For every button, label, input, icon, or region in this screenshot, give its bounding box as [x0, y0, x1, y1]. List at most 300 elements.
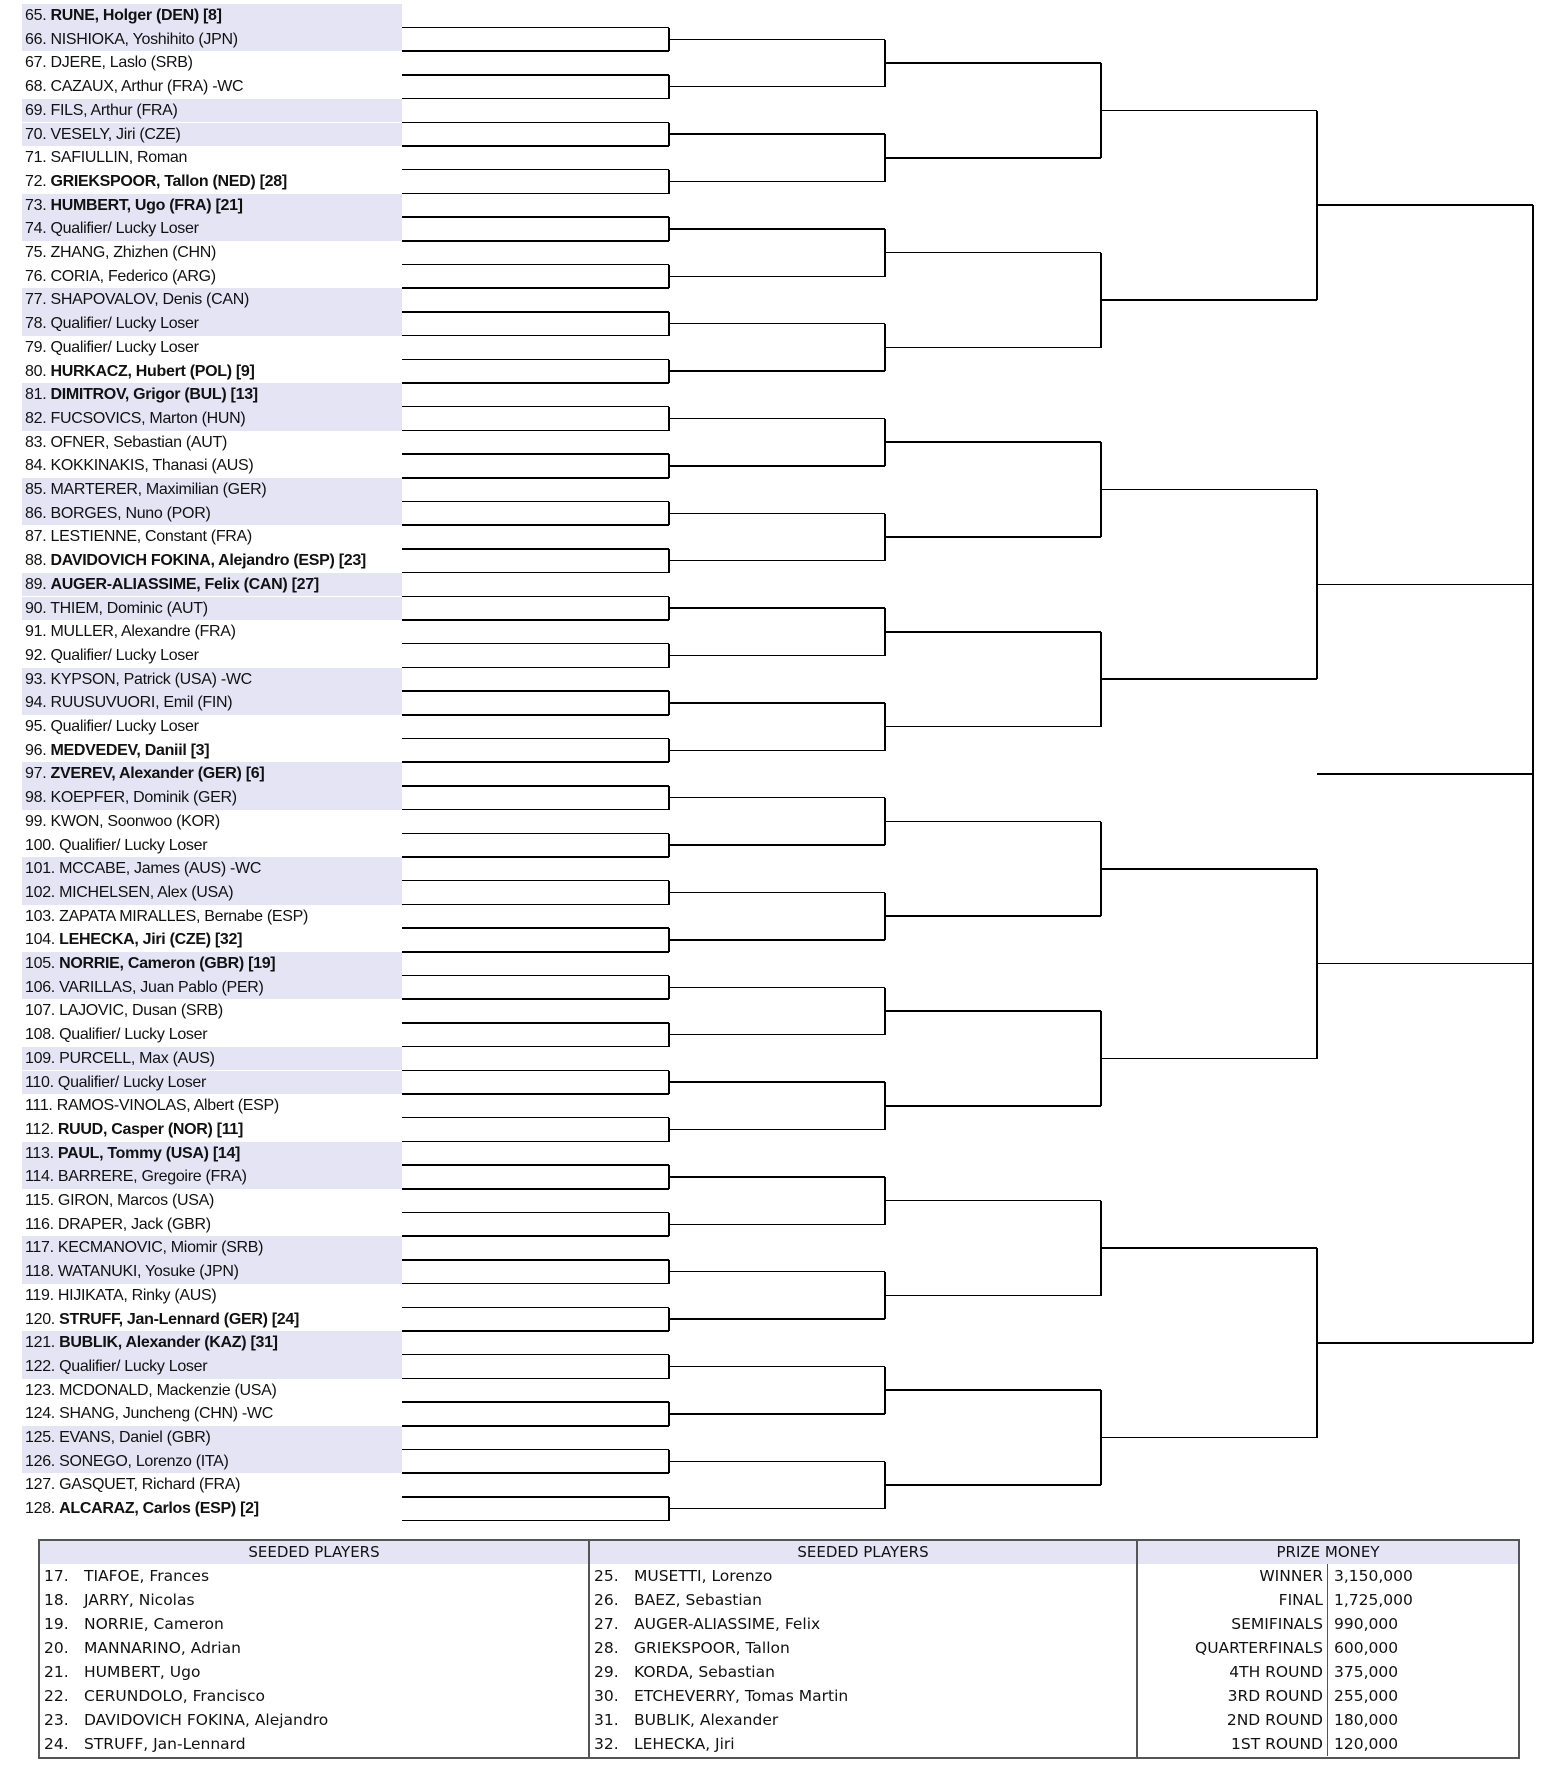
bracket-line [669, 797, 885, 799]
draw-number: 128. [25, 1500, 55, 1518]
player-name: THIEM, Dominic (AUT) [50, 599, 208, 617]
seeded-player-name: MANNARINO, Adrian [84, 1639, 241, 1657]
draw-number: 117. [25, 1239, 54, 1257]
draw-entry [22, 834, 402, 858]
player-name: SHAPOVALOV, Denis (CAN) [50, 291, 249, 309]
prize-amount: 990,000 [1334, 1615, 1399, 1633]
bracket-line [402, 27, 669, 29]
player-name: DRAPER, Jack (GBR) [57, 1215, 211, 1233]
bracket-line [402, 1093, 669, 1095]
bracket-line [402, 1235, 669, 1237]
draw-entry [22, 383, 402, 407]
seed-number: 18. [44, 1591, 69, 1609]
prize-amount: 120,000 [1334, 1735, 1399, 1753]
bracket-line [402, 667, 669, 669]
draw-entry [22, 312, 402, 336]
seeded-row [40, 1564, 588, 1588]
player-name: BORGES, Nuno (POR) [50, 504, 211, 522]
bracket-line [402, 880, 669, 882]
player-name: ZHANG, Zhizhen (CHN) [50, 244, 217, 261]
bracket-line [669, 892, 885, 894]
bracket-line [402, 975, 669, 977]
draw-number: 120. [25, 1310, 55, 1328]
bracket-line [669, 276, 885, 278]
player-name: PAUL, Tommy (USA) [14] [57, 1144, 241, 1162]
bracket-line [885, 1484, 1101, 1486]
bracket-line [885, 1200, 1101, 1202]
draw-number: 93. [25, 670, 47, 688]
player-name: GIRON, Marcos (USA) [57, 1192, 215, 1209]
draw-number: 76. [25, 267, 47, 285]
draw-number: 115. [25, 1192, 54, 1209]
seed-number: 30. [594, 1687, 619, 1705]
bracket-line [669, 1271, 885, 1273]
draw-entry [22, 573, 402, 597]
seeded-row [40, 1636, 588, 1660]
draw-entry [22, 194, 402, 218]
bracket-line [402, 904, 669, 906]
seeded-row [40, 1588, 588, 1612]
draw-entry [22, 1236, 402, 1260]
player-name: CAZAUX, Arthur (FRA) -WC [50, 78, 244, 96]
draw-entry [22, 1023, 402, 1047]
player-name: DJERE, Laslo (SRB) [50, 54, 193, 72]
bracket-line [669, 323, 885, 325]
seeded-players-table-a [40, 1541, 588, 1757]
draw-entry [22, 1355, 402, 1379]
player-name: CORIA, Federico (ARG) [50, 267, 216, 285]
bracket-line [885, 1010, 1101, 1012]
player-name: Qualifier/ Lucky Loser [50, 220, 199, 238]
seeded-player-name: ETCHEVERRY, Tomas Martin [634, 1687, 849, 1705]
draw-number: 91. [25, 623, 47, 641]
draw-number: 79. [25, 338, 47, 356]
player-name: KOKKINAKIS, Thanasi (AUS) [50, 457, 254, 475]
player-name: SONEGO, Lorenzo (ITA) [59, 1452, 229, 1470]
bracket-line [1317, 963, 1533, 965]
bracket-line [885, 62, 1101, 64]
bracket-line [402, 1354, 669, 1356]
bracket-line [402, 1141, 669, 1143]
seeded-player-name: TIAFOE, Frances [84, 1567, 210, 1585]
seed-number: 26. [594, 1591, 619, 1609]
draw-entry [22, 1142, 402, 1166]
draw-number: 77. [25, 291, 47, 309]
draw-number: 123. [25, 1381, 55, 1399]
draw-number: 97. [25, 765, 47, 783]
bracket-line [669, 560, 885, 562]
bracket-line [1101, 110, 1317, 112]
draw-number: 112. [25, 1120, 54, 1138]
prize-row [1138, 1588, 1518, 1612]
bracket-line [402, 1212, 669, 1214]
player-name: BARRERE, Gregoire (FRA) [57, 1168, 247, 1186]
draw-entry [22, 1189, 402, 1213]
draw-entry [22, 739, 402, 763]
draw-entry [22, 549, 402, 573]
player-name: STRUFF, Jan-Lennard (GER) [24] [59, 1310, 300, 1328]
bracket-line [402, 430, 669, 432]
prize-row [1138, 1660, 1518, 1684]
bracket-line [402, 596, 669, 598]
bracket-line [402, 1378, 669, 1380]
player-name: VARILLAS, Juan Pablo (PER) [59, 978, 264, 996]
prize-round: FINAL [1138, 1588, 1328, 1612]
draw-entry [22, 644, 402, 668]
bracket-line [669, 1413, 885, 1415]
player-name: LAJOVIC, Dusan (SRB) [59, 1002, 223, 1020]
bracket-line [402, 1401, 669, 1403]
bracket-line [402, 1022, 669, 1024]
bracket-line [402, 1449, 669, 1451]
draw-number: 75. [25, 244, 47, 261]
player-name: ZVEREV, Alexander (GER) [6] [50, 765, 265, 783]
bracket-line [1317, 584, 1533, 586]
player-name: DAVIDOVICH FOKINA, Alejandro (ESP) [23] [50, 552, 366, 570]
bracket-line [1317, 1342, 1533, 1344]
bracket-line [402, 619, 669, 621]
draw-entry [22, 857, 402, 881]
bracket-line [669, 181, 885, 183]
bracket-line [1317, 204, 1533, 206]
draw-entry [22, 810, 402, 834]
player-name: ZAPATA MIRALLES, Bernabe (ESP) [59, 907, 308, 925]
player-name: MCDONALD, Mackenzie (USA) [59, 1381, 277, 1399]
player-name: SAFIULLIN, Roman [50, 149, 188, 167]
bracket-line [885, 441, 1101, 443]
player-name: HUMBERT, Ugo (FRA) [21] [50, 196, 243, 214]
draw-entry [22, 99, 402, 123]
draw-number: 82. [25, 409, 47, 427]
player-name: Qualifier/ Lucky Loser [50, 718, 199, 735]
player-name: RAMOS-VINOLAS, Albert (ESP) [56, 1097, 279, 1115]
prize-round: 4TH ROUND [1138, 1660, 1328, 1684]
seed-number: 17. [44, 1567, 69, 1585]
bracket-line [402, 1070, 669, 1072]
seeded-header-a: SEEDED PLAYERS [40, 1541, 588, 1564]
draw-number: 102. [25, 883, 55, 901]
draw-entry [22, 952, 402, 976]
draw-number: 96. [25, 741, 47, 759]
draw-entry [22, 123, 402, 147]
draw-entry [22, 265, 402, 289]
prize-amount: 1,725,000 [1334, 1591, 1413, 1609]
draw-number: 101. [25, 860, 55, 878]
seeded-player-name: KORDA, Sebastian [634, 1663, 775, 1681]
draw-entry [22, 28, 402, 52]
bracket-line [885, 157, 1101, 159]
player-name: Qualifier/ Lucky Loser [59, 836, 208, 854]
player-name: FUCSOVICS, Marton (HUN) [50, 409, 246, 427]
bracket-line [402, 1330, 669, 1332]
draw-number: 67. [25, 54, 47, 72]
prize-row [1138, 1612, 1518, 1636]
bracket-line [402, 501, 669, 503]
bracket-line [402, 169, 669, 171]
bracket-line [402, 193, 669, 195]
bracket-line [1101, 1058, 1317, 1060]
seeded-player-name: DAVIDOVICH FOKINA, Alejandro [84, 1711, 329, 1729]
player-name: RUUSUVUORI, Emil (FIN) [50, 694, 233, 712]
bracket-line [402, 738, 669, 740]
draw-entry [22, 620, 402, 644]
prize-round: 3RD ROUND [1138, 1684, 1328, 1708]
draw-entry [22, 1165, 402, 1189]
prize-row [1138, 1684, 1518, 1708]
bracket-line [402, 264, 669, 266]
bracket-line [885, 252, 1101, 254]
bracket-line [1101, 299, 1317, 301]
player-name: RUNE, Holger (DEN) [8] [50, 7, 222, 24]
player-name: ALCARAZ, Carlos (ESP) [2] [59, 1500, 259, 1518]
seed-number: 19. [44, 1615, 69, 1633]
draw-entry [22, 146, 402, 170]
bracket-line [1101, 1247, 1317, 1249]
bracket-line [669, 1034, 885, 1036]
player-name: HIJIKATA, Rinky (AUS) [57, 1286, 217, 1304]
bracket-line [669, 1508, 885, 1510]
player-name: RUUD, Casper (NOR) [11] [57, 1120, 244, 1138]
seeded-row [40, 1708, 588, 1732]
bracket-line [402, 216, 669, 218]
draw-number: 72. [25, 172, 47, 190]
draw-entry [22, 75, 402, 99]
bracket-line [669, 86, 885, 88]
draw-entry [22, 478, 402, 502]
draw-number: 99. [25, 812, 47, 830]
seeded-row [40, 1660, 588, 1684]
draw-number: 89. [25, 575, 47, 593]
draw-entry [22, 668, 402, 692]
seeded-player-name: NORRIE, Cameron [84, 1615, 224, 1633]
player-name: VESELY, Jiri (CZE) [50, 125, 181, 143]
draw-number: 83. [25, 433, 47, 451]
bracket-line [669, 655, 885, 657]
player-name: Qualifier/ Lucky Loser [57, 1073, 207, 1091]
seeded-row [590, 1612, 1136, 1636]
bracket-line [885, 631, 1101, 633]
seeded-player-name: GRIEKSPOOR, Tallon [634, 1639, 790, 1657]
bracket-line [1101, 868, 1317, 870]
bracket-line [885, 726, 1101, 728]
prize-amount: 375,000 [1334, 1663, 1399, 1681]
bracket-line [669, 1461, 885, 1463]
bracket-line [885, 1389, 1101, 1391]
draw-entry [22, 525, 402, 549]
draw-number: 73. [25, 196, 47, 214]
player-name: Qualifier/ Lucky Loser [50, 315, 199, 333]
player-name: AUGER-ALIASSIME, Felix (CAN) [27] [50, 575, 319, 593]
draw-number: 87. [25, 528, 47, 546]
prize-row [1138, 1708, 1518, 1732]
draw-entry [22, 1402, 402, 1426]
bracket-line [402, 1520, 669, 1522]
bracket-line [669, 750, 885, 752]
draw-entry [22, 999, 402, 1023]
draw-number: 108. [25, 1026, 55, 1044]
bracket-line [402, 1307, 669, 1309]
bracket-line [1101, 1437, 1317, 1439]
draw-entry [22, 170, 402, 194]
draw-number: 116. [25, 1215, 54, 1233]
prize-round: WINNER [1138, 1564, 1328, 1588]
bracket-line [402, 122, 669, 124]
draw-entry [22, 1450, 402, 1474]
bracket-line [402, 572, 669, 574]
draw-number: 119. [25, 1286, 54, 1304]
bracket-line [669, 513, 885, 515]
prize-round: 2ND ROUND [1138, 1708, 1328, 1732]
bracket-line [402, 690, 669, 692]
bracket-line [669, 228, 885, 230]
player-name: Qualifier/ Lucky Loser [59, 1357, 208, 1375]
player-name: GASQUET, Richard (FRA) [59, 1476, 241, 1494]
draw-number: 70. [25, 125, 47, 143]
draw-number: 126. [25, 1452, 55, 1470]
player-name: NORRIE, Cameron (GBR) [19] [59, 955, 276, 972]
bracket-line [402, 50, 669, 52]
seeded-row [40, 1732, 588, 1756]
draw-entry [22, 1071, 402, 1095]
draw-entry [22, 1426, 402, 1450]
seeded-list-a [40, 1564, 588, 1756]
bracket-line [402, 761, 669, 763]
draw-entry [22, 502, 402, 526]
player-name: NISHIOKA, Yoshihito (JPN) [50, 30, 238, 48]
draw-number: 107. [25, 1002, 55, 1020]
player-name: SHANG, Juncheng (CHN) -WC [59, 1405, 273, 1423]
bracket-line [402, 335, 669, 337]
player-name: BUBLIK, Alexander (KAZ) [31] [59, 1334, 278, 1352]
bracket-line [402, 643, 669, 645]
bracket-line [669, 1129, 885, 1131]
draw-entry [22, 1284, 402, 1308]
bracket-line [669, 607, 885, 609]
seed-number: 25. [594, 1567, 619, 1585]
draw-number: 88. [25, 552, 47, 570]
prize-row [1138, 1636, 1518, 1660]
player-name: FILS, Arthur (FRA) [50, 101, 178, 119]
draw-entry [22, 1379, 402, 1403]
draw-entry [22, 1094, 402, 1118]
seed-number: 29. [594, 1663, 619, 1681]
seeded-list-b [590, 1564, 1136, 1756]
player-name: KWON, Soonwoo (KOR) [50, 812, 220, 830]
draw-entry [22, 1497, 402, 1521]
seeded-row [590, 1564, 1136, 1588]
seeded-row [590, 1732, 1136, 1756]
player-name: HURKACZ, Hubert (POL) [9] [50, 362, 255, 380]
player-name: WATANUKI, Yosuke (JPN) [57, 1263, 239, 1281]
seeded-player-name: MUSETTI, Lorenzo [634, 1567, 773, 1585]
seeded-row [40, 1684, 588, 1708]
bracket-line [402, 98, 669, 100]
bracket-line [402, 524, 669, 526]
seeded-row [590, 1660, 1136, 1684]
draw-entry [22, 691, 402, 715]
draw-number: 68. [25, 78, 47, 96]
bracket-line [669, 1224, 885, 1226]
draw-number: 90. [25, 599, 47, 617]
seeded-row [590, 1708, 1136, 1732]
bracket-line [669, 1081, 885, 1083]
player-name: LEHECKA, Jiri (CZE) [32] [59, 931, 243, 949]
draw-entry [22, 241, 402, 265]
seed-number: 31. [594, 1711, 619, 1729]
draw-number: 85. [25, 481, 47, 498]
seeded-player-name: STRUFF, Jan-Lennard [84, 1735, 246, 1753]
bracket-line [669, 370, 885, 372]
bracket-line [402, 1425, 669, 1427]
bracket-line [402, 856, 669, 858]
bracket-line [669, 844, 885, 846]
draw-entry [22, 762, 402, 786]
bracket-line [402, 548, 669, 550]
draw-number: 122. [25, 1357, 55, 1375]
bracket-line [885, 347, 1101, 349]
bracket-line [669, 1318, 885, 1320]
bracket-line [885, 821, 1101, 823]
bracket-line [402, 74, 669, 76]
bracket-line [885, 1295, 1101, 1297]
bracket-line [402, 714, 669, 716]
player-name: PURCELL, Max (AUS) [59, 1049, 215, 1067]
draw-entry [22, 407, 402, 431]
draw-number: 113. [25, 1144, 54, 1162]
player-name: DIMITROV, Grigor (BUL) [13] [50, 386, 258, 404]
bracket-line [402, 951, 669, 953]
seed-number: 23. [44, 1711, 69, 1729]
draw-entry [22, 217, 402, 241]
draw-number: 121. [25, 1334, 55, 1352]
prize-round: 1ST ROUND [1138, 1732, 1328, 1756]
seed-number: 27. [594, 1615, 619, 1633]
draw-entry [22, 1308, 402, 1332]
bracket-line [402, 145, 669, 147]
draw-number: 105. [25, 955, 55, 972]
bracket-line [402, 927, 669, 929]
draw-number: 103. [25, 907, 55, 925]
bracket-line [402, 809, 669, 811]
player-name: LESTIENNE, Constant (FRA) [50, 528, 252, 546]
bracket-line [669, 418, 885, 420]
draw-number: 118. [25, 1263, 54, 1281]
prize-row [1138, 1564, 1518, 1588]
player-name: KOEPFER, Dominik (GER) [50, 789, 237, 807]
draw-entry [22, 928, 402, 952]
draw-number: 86. [25, 504, 47, 522]
draw-number: 95. [25, 718, 47, 735]
player-name: Qualifier/ Lucky Loser [50, 338, 199, 356]
seeded-players-table-b [588, 1541, 1136, 1757]
player-name: Qualifier/ Lucky Loser [59, 1026, 208, 1044]
seed-number: 32. [594, 1735, 619, 1753]
bracket-line [402, 477, 669, 479]
bracket-line [402, 311, 669, 313]
draw-number: 114. [25, 1168, 54, 1186]
player-name: KYPSON, Patrick (USA) -WC [50, 670, 252, 688]
player-name: MULLER, Alexandre (FRA) [50, 623, 236, 641]
draw-entry [22, 431, 402, 455]
seeded-player-name: LEHECKA, Jiri [634, 1735, 735, 1753]
seeded-row [590, 1636, 1136, 1660]
prize-amount: 255,000 [1334, 1687, 1399, 1705]
draw-entry [22, 1118, 402, 1142]
draw-number: 84. [25, 457, 47, 475]
seeded-player-name: HUMBERT, Ugo [84, 1663, 201, 1681]
bracket-line [669, 702, 885, 704]
draw-number: 92. [25, 646, 47, 664]
